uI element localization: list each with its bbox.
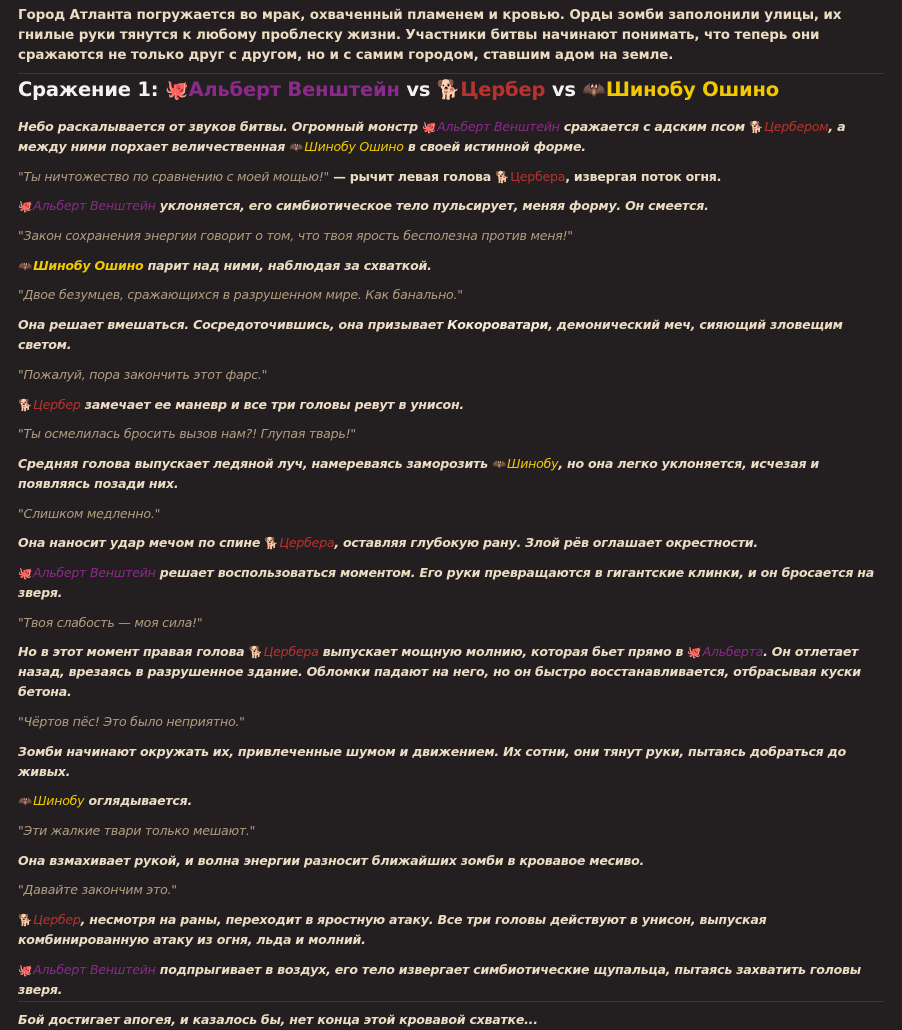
character-link-cerber[interactable]: Цербера: [263, 644, 319, 660]
narration-paragraph: [18, 791, 884, 811]
divider: [18, 1001, 884, 1002]
vs-label: vs: [399, 78, 437, 101]
narration-paragraph: [18, 454, 884, 494]
text-run: "Слишком медленно.": [18, 505, 161, 521]
narration-paragraph: [18, 196, 884, 216]
text-run: Она наносит удар мечом по спине: [18, 535, 265, 551]
bat-icon: 🦇: [582, 79, 606, 101]
text-run: парит над ними, наблюдая за схваткой.: [143, 257, 432, 273]
text-run: , а между ними порхает величественная: [18, 119, 846, 154]
vs-label: vs: [545, 78, 583, 101]
octopus-icon: 🐙: [18, 199, 33, 214]
narration-paragraph: [18, 256, 884, 276]
text-run: , оставляя глубокую рану. Злой рёв оглашает окрестности.: [334, 535, 758, 551]
bat-icon: 🦇: [491, 456, 507, 471]
dog-icon: 🐕: [436, 79, 461, 101]
dialogue-line: [18, 880, 884, 900]
text-run: Зомби начинают окружать их, привлеченные шумом и движением. Их сотни, они тянут руки, пытаясь добраться до живых.: [18, 743, 846, 779]
story-body: [18, 117, 884, 1030]
narration-paragraph: [18, 533, 884, 553]
octopus-icon: 🐙: [18, 962, 33, 977]
narration-paragraph: [18, 642, 884, 702]
quote-text: "Ты ничтожество по сравнению с моей мощью!": [18, 168, 330, 184]
text-run: "Закон сохранения энергии говорит о том, что твоя ярость бесполезна против меня!": [18, 228, 573, 244]
dialogue-line: [18, 504, 884, 524]
intro-text: Город Атланта погружается во мрак, охваченный пламенем и кровью. Орды зомби заполонили улицы, их гнилые руки тянутся к любому проблеску жизни. Участники битвы начинают понимать, что теперь они сражаются не только друг с другом, но и с самим городом, ставшим адом на земле.: [18, 7, 842, 63]
narration-paragraph: [18, 315, 884, 355]
dialogue-line: [18, 226, 884, 246]
character-link-shinobu[interactable]: Шинобу Ошино: [33, 257, 144, 273]
character-link-shinobu[interactable]: Шинобу Ошино: [304, 139, 404, 154]
narration-paragraph: [18, 395, 884, 415]
dialogue-line: [18, 821, 884, 841]
fighter-cerber[interactable]: Цербер: [460, 78, 546, 101]
text-run: замечает ее маневр и все три головы ревут в унисон.: [80, 396, 464, 412]
text-run: "Пожалуй, пора закончить этот фарс.": [18, 366, 268, 382]
narration-paragraph: [18, 910, 884, 950]
dialogue-line: [18, 424, 884, 444]
battle-title-prefix: Сражение 1:: [18, 78, 165, 101]
dialogue-line: [18, 613, 884, 633]
dog-icon: 🐕: [264, 536, 279, 551]
character-link-albert[interactable]: Альберт Венштейн: [437, 119, 560, 134]
text-run: , демонический меч, сияющий зловещим светом.: [18, 317, 843, 353]
octopus-icon: 🐙: [18, 565, 33, 580]
dialogue-line: [18, 285, 884, 305]
octopus-icon: 🐙: [421, 120, 437, 134]
fighter-shinobu[interactable]: Шинобу Ошино: [605, 78, 779, 101]
text-run: "Ты осмелилась бросить вызов нам?! Глупая тварь!": [18, 426, 356, 442]
character-link-cerber[interactable]: Цербер: [33, 912, 81, 928]
bat-icon: 🦇: [18, 794, 33, 809]
text-run: "Чёртов пёс! Это было неприятно.": [18, 714, 245, 729]
text-run: уклоняется, его симбиотическое тело пульсирует, меняя форму. Он смеется.: [155, 198, 709, 214]
character-link-albert[interactable]: Альберт Венштейн: [33, 198, 156, 214]
story-page: [0, 5, 902, 1027]
dog-icon: 🐕: [18, 397, 33, 412]
narration-paragraph: [18, 167, 884, 187]
character-link-cerber[interactable]: Цербера: [510, 168, 566, 184]
dog-icon: 🐕: [495, 169, 510, 184]
dog-icon: 🐕: [18, 913, 33, 928]
dialogue-line: [18, 712, 884, 732]
character-link-cerber[interactable]: Цербером: [764, 119, 829, 134]
text-run: подпрыгивает в воздух, его тело извергает симбиотические щупальца, пытаясь захватить головы зверя.: [18, 961, 861, 997]
narration-paragraph: [18, 742, 884, 782]
battle-title: [18, 77, 884, 103]
narration-paragraph: [18, 117, 884, 157]
text-run: , извергая поток огня.: [565, 168, 722, 184]
character-link-albert[interactable]: Альберт Венштейн: [33, 564, 156, 580]
text-run: Бой достигает апогея, и казалось бы, нет конца этой кровавой схватке...: [18, 1011, 538, 1027]
narration-paragraph: [18, 960, 884, 1000]
sword-name: Кокороватари: [447, 317, 549, 333]
bat-icon: 🦇: [289, 140, 304, 154]
text-run: Небо раскалывается от звуков битвы. Огромный монстр: [18, 119, 422, 134]
octopus-icon: 🐙: [164, 79, 189, 101]
text-run: Она решает вмешаться. Сосредоточившись, она призывает: [18, 317, 448, 333]
text-run: Но в этот момент правая голова: [18, 644, 249, 660]
text-run: "Давайте закончим это.": [18, 882, 177, 898]
narration-paragraph: [18, 851, 884, 871]
text-run: "Твоя слабость — моя сила!": [18, 614, 203, 630]
dog-icon: 🐕: [749, 120, 764, 134]
text-run: решает воспользоваться моментом. Его руки превращаются в гигантские клинки, и он бросается на зверя.: [18, 564, 874, 600]
character-link-albert[interactable]: Альберт Венштейн: [33, 961, 156, 977]
text-run: "Двое безумцев, сражающихся в разрушенном мире. Как банально.": [18, 287, 463, 303]
text-run: оглядывается.: [84, 793, 193, 809]
dialogue-line: [18, 365, 884, 385]
text-run: выпускает мощную молнию, которая бьет прямо в: [318, 644, 688, 660]
text-run: "Эти жалкие твари только мешают.": [18, 823, 256, 839]
bat-icon: 🦇: [18, 258, 33, 273]
fighter-albert[interactable]: Альберт Венштейн: [188, 78, 400, 101]
text-run: сражается с адским псом: [559, 119, 750, 134]
text-run: — рычит левая голова: [329, 168, 496, 184]
text-run: , но она легко уклоняется, исчезая и появляясь позади них.: [18, 455, 819, 491]
character-link-shinobu[interactable]: Шинобу: [33, 793, 85, 809]
character-link-shinobu[interactable]: Шинобу: [507, 455, 559, 471]
dog-icon: 🐕: [248, 645, 263, 660]
narration-paragraph: [18, 563, 884, 603]
character-link-cerber[interactable]: Цербера: [279, 535, 335, 551]
character-link-albert[interactable]: Альберта: [702, 644, 764, 660]
text-run: Она взмахивает рукой, и волна энергии разносит ближайших зомби в кровавое месиво.: [18, 852, 645, 868]
character-link-cerber[interactable]: Цербер: [33, 396, 81, 412]
text-run: Средняя голова выпускает ледяной луч, намереваясь заморозить: [18, 455, 492, 471]
narration-paragraph: [18, 1010, 884, 1030]
divider: [18, 73, 884, 74]
text-run: в своей истинной форме.: [403, 139, 586, 154]
text-run: , несмотря на раны, переходит в яростную атаку. Все три головы действуют в унисон, выпуская комбинированную атаку из огня, льда и молний.: [18, 912, 767, 948]
octopus-icon: 🐙: [687, 645, 702, 660]
text-run: . Он отлетает назад, врезаясь в разрушенное здание. Обломки падают на него, но он быстро восстанавливается, отбрасывая куски бетона.: [18, 644, 861, 700]
